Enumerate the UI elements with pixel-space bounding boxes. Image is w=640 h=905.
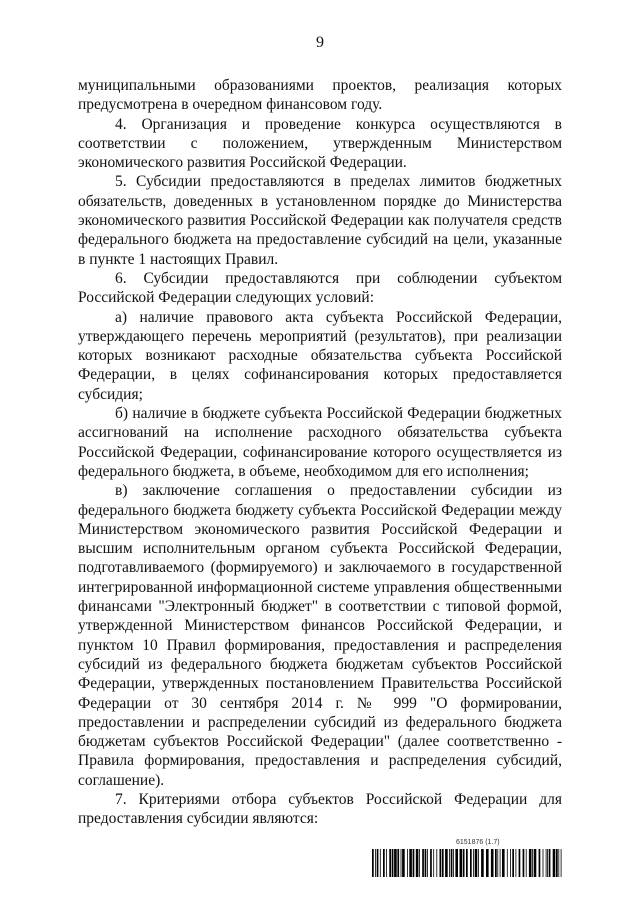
paragraph-item-5: 5. Субсидии предоставляются в пределах лимитов бюджетных обязательств, доведенных в установленном порядке до Министерства экономического развития Российской Федерации как получателя средств федерального бюджета на предоставление субсидий на цели, указанные в пункте 1 настоящих Правил. <box>78 173 562 268</box>
paragraph-item-4: 4. Организация и проведение конкурса осуществляются в соответствии с положением, утвержденным Министерством экономического развития Российской Федерации. <box>78 115 562 172</box>
paragraph-continuation: муниципальными образованиями проектов, реализация которых предусмотрена в очередном финансовом году. <box>78 77 562 114</box>
subparagraph-b: б) наличие в бюджете субъекта Российской Федерации бюджетных ассигнований на исполнение расходного обязательства субъекта Российской Федерации, софинансирование которого осуществляется из федерального бюджета, в объеме, необходимом для его исполнения; <box>78 405 562 480</box>
document-body <box>78 76 562 829</box>
subparagraph-v: в) заключение соглашения о предоставлении субсидии из федерального бюджета бюджету субъекта Российской Федерации между Министерством экономического развития Российской Федерации и высшим исполнительным органом субъекта Российской Федерации, подготавливаемого (формируемого) и заключаемого в государственной интегрированной информационной системе управления общественными финансами "Электронный бюджет" в соответствии с типовой формой, утвержденной Министерством финансов Российской Федерации, и пунктом 10 Правил формирования, предоставления и распределения субсидий из федерального бюджета бюджетам субъектов Российской Федерации, утвержденных постановлением Правительства Российской Федерации от 30 сентября 2014 г. № 999 "О формировании, предоставлении и распределении субсидий из федерального бюджета бюджетам субъектов Российской Федерации" (далее соответственно - Правила формирования, предоставления и распределения субсидий, соглашение). <box>78 482 562 789</box>
barcode-icon <box>372 849 564 877</box>
paragraph-item-6: 6. Субсидии предоставляются при соблюдении субъектом Российской Федерации следующих условий: <box>78 269 562 307</box>
document-code: 6151876 (1.7) <box>456 839 500 846</box>
paragraph-item-7: 7. Критериями отбора субъектов Российской Федерации для предоставления субсидии являются: <box>78 790 562 828</box>
subparagraph-a: а) наличие правового акта субъекта Российской Федерации, утверждающего перечень мероприятий (результатов), при реализации которых возникают расходные обязательства субъекта Российской Федерации, в целях софинансирования которых предоставляется субсидия; <box>78 308 562 403</box>
page-number: 9 <box>316 34 324 51</box>
